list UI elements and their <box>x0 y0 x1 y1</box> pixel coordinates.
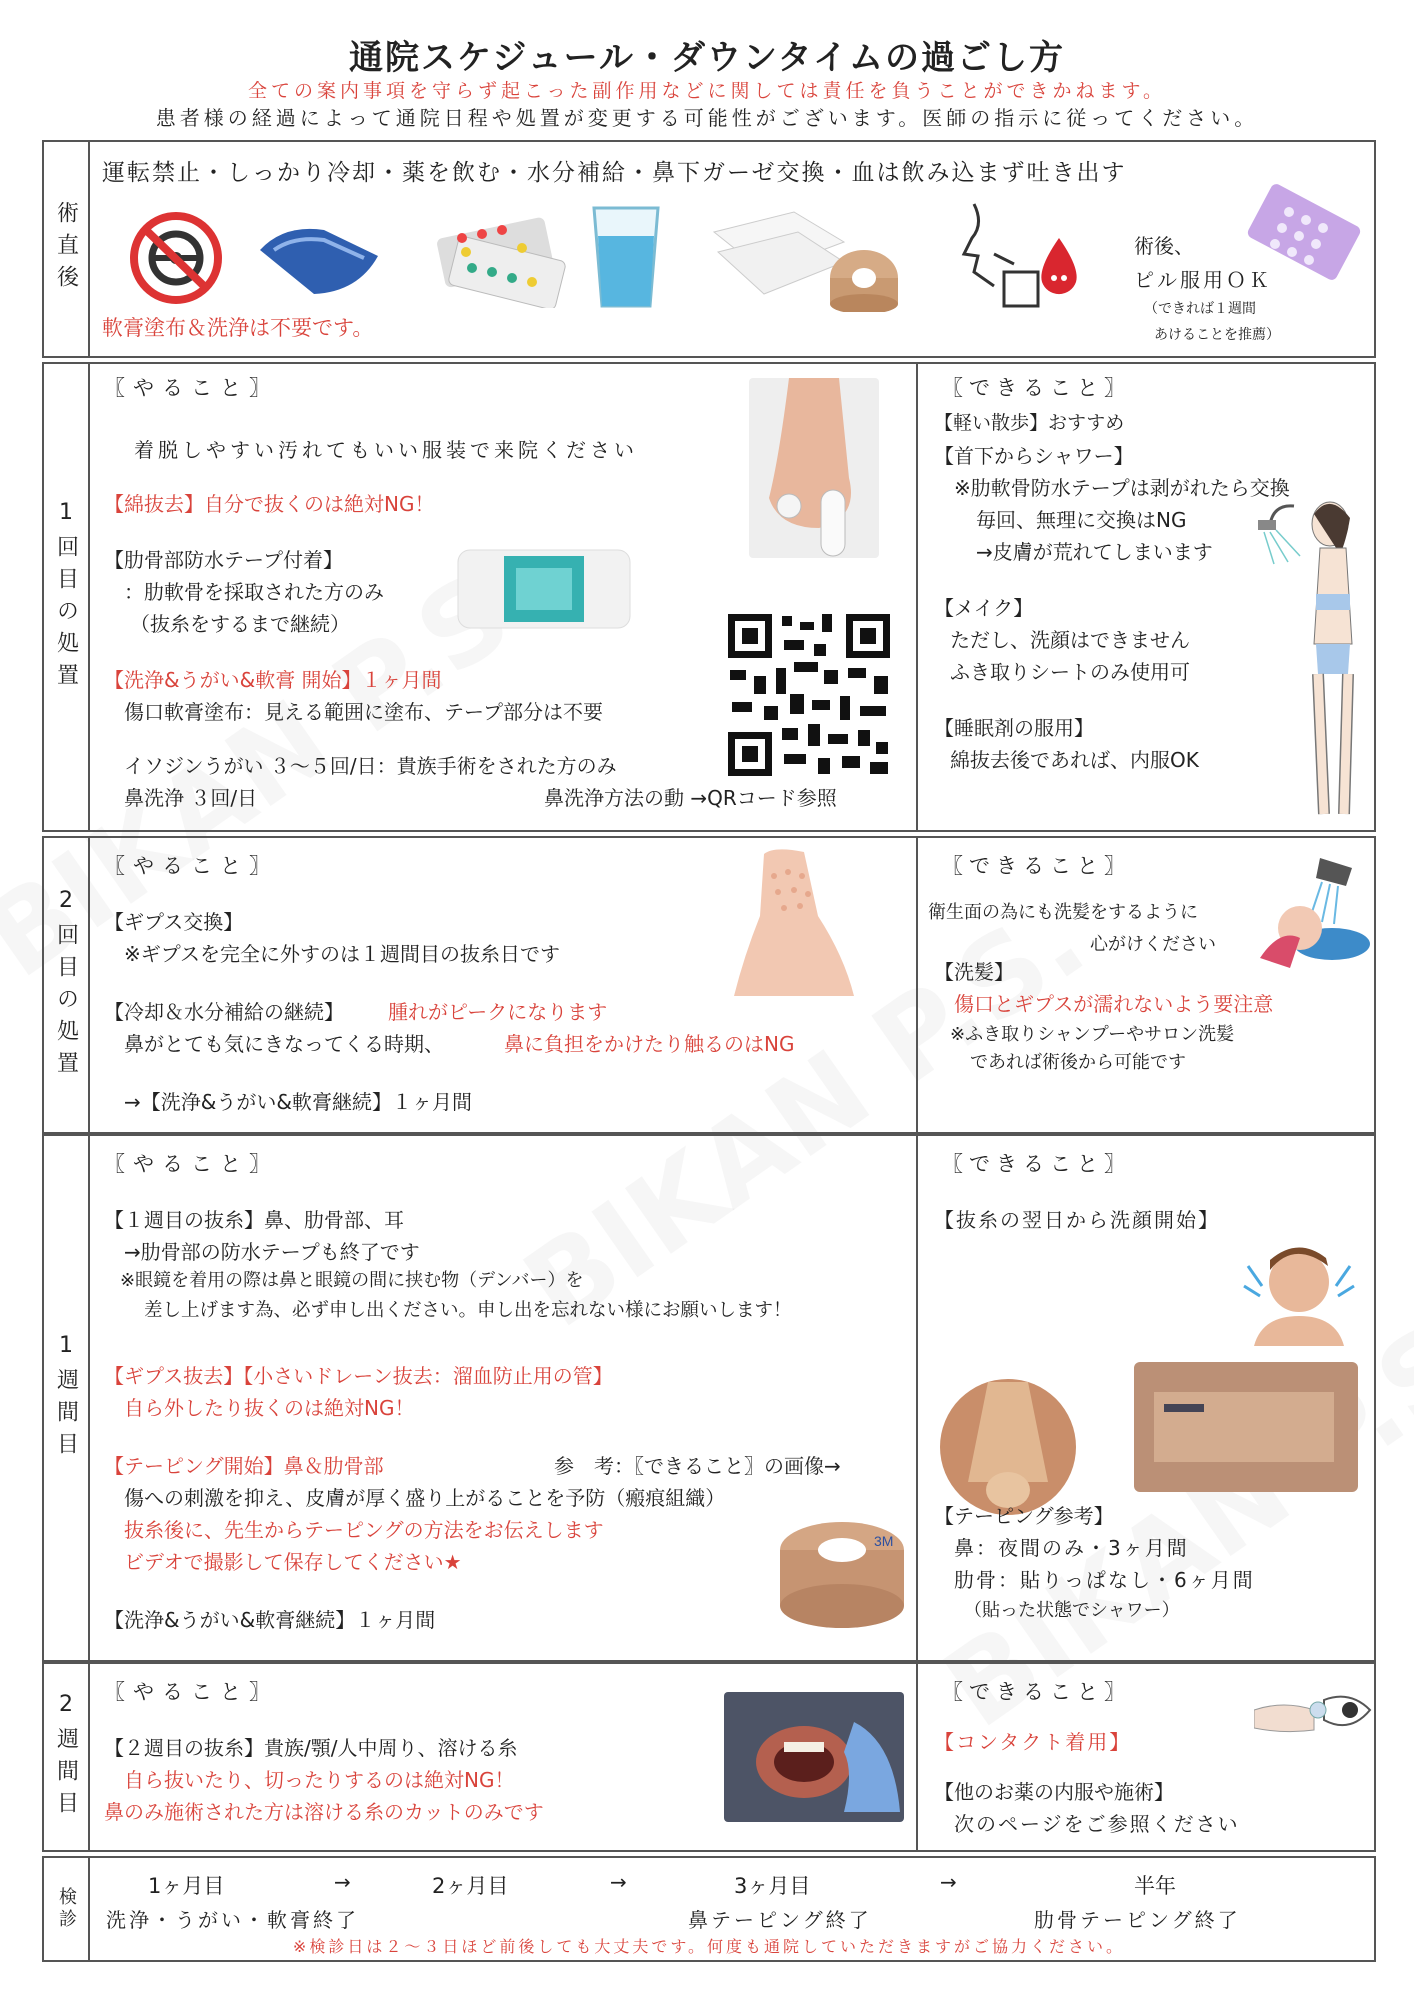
column-divider <box>916 1664 918 1850</box>
section-label: 術直後 <box>44 142 90 356</box>
contact-lens-icon <box>1254 1670 1374 1760</box>
section-label: 1週間目 <box>44 1136 90 1660</box>
checkup-month-2: 2ヶ月目 <box>432 1874 509 1898</box>
gauze-tape-icon <box>704 202 904 312</box>
todo-item: 傷口軟膏塗布：見える範囲に塗布、テープ部分は不要 <box>124 700 603 724</box>
column-divider <box>916 838 918 1132</box>
surgical-tape-image <box>774 1516 910 1636</box>
todo-item: 【綿抜去】自分で抜くのは絶対NG！ <box>104 492 435 516</box>
checkup-month-3: 3ヶ月目 <box>734 1874 811 1898</box>
todo-item: （抜糸をするまで継続） <box>130 612 350 636</box>
rib-taping-photo <box>1134 1362 1358 1492</box>
section-label: 2回目の処置 <box>44 838 90 1132</box>
todo-item: 着脱しやすい汚れてもいい服装で来院ください <box>134 438 638 462</box>
todo-reference: 参 考：〖できること〗の画像→ <box>554 1454 841 1478</box>
face-wash-image <box>1234 1236 1364 1346</box>
column-divider <box>916 1136 918 1660</box>
section-label: 2週間目 <box>44 1664 90 1850</box>
can-do-item: 心がけください <box>1090 934 1216 955</box>
post-op-rules: 運転禁止・しっかり冷却・薬を飲む・水分補給・鼻下ガーゼ交換・血は飲み込まず吐き出す <box>102 160 1127 186</box>
todo-heading: 〖やること〗 <box>104 1680 278 1704</box>
section-first-treatment <box>42 362 1376 832</box>
can-do-warning: 傷口とギプスが濡れないよう要注意 <box>954 992 1274 1016</box>
todo-item: 【肋骨部防水テープ付着】 <box>104 548 343 572</box>
no-driving-icon <box>128 210 224 306</box>
checkup-end-item: 鼻テーピング終了 <box>688 1908 872 1932</box>
todo-warning: 自ら抜いたり、切ったりするのは絶対NG！ <box>124 1768 515 1792</box>
todo-item: 【１週目の抜糸】鼻、肋骨部、耳 <box>104 1208 404 1232</box>
can-do-item: 【テーピング参考】 <box>934 1504 1114 1528</box>
can-do-item: ただし、洗顔はできません <box>950 628 1190 652</box>
can-do-item: 【睡眠剤の服用】 <box>934 716 1094 740</box>
can-do-item: 【抜糸の翌日から洗顔開始】 <box>934 1208 1220 1232</box>
can-do-item: 鼻：夜間のみ・3ヶ月間 <box>954 1536 1189 1560</box>
can-do-item: 次のページをご参照ください <box>954 1812 1240 1836</box>
can-do-heading: 〖できること〗 <box>942 1680 1131 1704</box>
section-week-two <box>42 1662 1376 1852</box>
qr-reference: 鼻洗浄方法の動 →QRコード参照 <box>544 786 837 810</box>
checkup-note: ※検診日は２～３日ほど前後しても大丈夫です。何度も通院していただきますがご協力ください。 <box>292 1937 1126 1956</box>
todo-warning: 【テーピング開始】鼻＆肋骨部 <box>104 1454 384 1478</box>
nose-cotton-image <box>749 378 879 558</box>
can-do-heading: 〖できること〗 <box>942 1152 1131 1176</box>
todo-item: →肋骨部の防水テープも終了です <box>124 1240 420 1264</box>
schedule-note: 患者様の経過によって通院日程や処置が変更する可能性がございます。医師の指示に従ってください。 <box>155 106 1259 130</box>
todo-item: ※眼鏡を着用の際は鼻と眼鏡の間に挟む物（デンバー）を <box>120 1270 584 1291</box>
waterproof-tape-image <box>454 544 634 634</box>
todo-item: 鼻がとても気にきなってくる時期、 <box>124 1032 444 1056</box>
todo-warning: ビデオで撮影して保存してください★ <box>124 1550 462 1574</box>
pill-note: あけることを推薦） <box>1154 327 1280 343</box>
disclaimer: 全ての案内事項を守らず起こった副作用などに関しては責任を負うことができかねます。 <box>247 80 1167 102</box>
can-do-item: →皮膚が荒れてしまいます <box>976 540 1213 564</box>
todo-heading: 〖やること〗 <box>104 376 278 400</box>
post-op-note: 軟膏塗布＆洗浄は不要です。 <box>102 316 374 340</box>
todo-warning: 自ら外したり抜くのは絶対NG！ <box>124 1396 415 1420</box>
section-post-op <box>42 140 1376 358</box>
can-do-item: 毎回、無理に交換はNG <box>976 508 1187 532</box>
todo-item: 【２週目の抜糸】貴族/顎/人中周り、溶ける糸 <box>104 1736 518 1760</box>
birth-control-pills-icon <box>1244 182 1364 292</box>
arrow-icon: → <box>940 1870 957 1894</box>
todo-warning: 腫れがピークになります <box>388 1000 608 1024</box>
todo-item: →【洗浄&うがい&軟膏継続】１ヶ月間 <box>124 1090 472 1114</box>
todo-item: ※ギプスを完全に外すのは１週間目の抜糸日です <box>124 942 560 966</box>
shower-woman-illustration <box>1254 494 1374 824</box>
can-do-item: 【他のお薬の内服や施術】 <box>934 1780 1174 1804</box>
arrow-icon: → <box>334 1870 351 1894</box>
todo-item: 傷への刺激を抑え、皮膚が厚く盛り上がることを予防（瘢痕組織） <box>124 1486 726 1510</box>
checkup-month-1: 1ヶ月目 <box>148 1874 225 1898</box>
todo-warning: 鼻に負担をかけたり触るのはNG <box>504 1032 795 1056</box>
column-divider <box>916 364 918 830</box>
pill-note: ピル服用ＯＫ <box>1134 268 1272 292</box>
checkup-end-item: 肋骨テーピング終了 <box>1034 1908 1241 1932</box>
todo-heading: 〖やること〗 <box>104 854 278 878</box>
section-label: 検診 <box>44 1858 90 1960</box>
can-do-item: 綿抜去後であれば、内服OK <box>950 748 1199 772</box>
nose-cast-image <box>714 846 874 1006</box>
todo-item: 【洗浄&うがい&軟膏 開始】１ヶ月間 <box>104 668 442 692</box>
suture-removal-photo <box>724 1692 904 1822</box>
todo-item: イソジンうがい ３～５回/日：貴族手術をされた方のみ <box>124 754 617 778</box>
todo-item: 【洗浄&うがい&軟膏継続】１ヶ月間 <box>104 1608 436 1632</box>
todo-item: ：肋軟骨を採取された方のみ <box>124 580 384 604</box>
todo-item: 【冷却＆水分補給の継続】 <box>104 1000 344 1024</box>
blood-drop-icon <box>1034 234 1084 304</box>
can-do-item: であれば術後から可能です <box>970 1052 1186 1073</box>
page-title: 通院スケジュール・ダウンタイムの過ごし方 <box>349 38 1065 78</box>
can-do-item: ※肋軟骨防水テープは剥がれたら交換 <box>954 476 1290 500</box>
todo-heading: 〖やること〗 <box>104 1152 278 1176</box>
tape-brand-label: 3M <box>874 1533 894 1549</box>
checkup-half-year: 半年 <box>1134 1874 1176 1898</box>
todo-warning: 鼻のみ施術された方は溶ける糸のカットのみです <box>104 1800 544 1824</box>
todo-item: 鼻洗浄 ３回/日 <box>124 786 258 810</box>
can-do-heading: 〖できること〗 <box>942 854 1131 878</box>
pill-note: （できれば１週間 <box>1144 301 1256 317</box>
todo-warning: 抜糸後に、先生からテーピングの方法をお伝えします <box>124 1518 604 1542</box>
can-do-item: ※ふき取りシャンプーやサロン洗髪 <box>950 1024 1235 1045</box>
can-do-item: ふき取りシートのみ使用可 <box>950 660 1190 684</box>
can-do-item: 【洗髪】 <box>934 960 1014 984</box>
can-do-item: （貼った状態でシャワー） <box>964 1600 1180 1621</box>
can-do-item: 【軽い散歩】おすすめ <box>934 412 1125 434</box>
section-week-one <box>42 1134 1376 1662</box>
can-do-item: 【メイク】 <box>934 596 1034 620</box>
todo-item: 【ギプス交換】 <box>104 910 244 934</box>
hair-wash-image <box>1240 848 1370 968</box>
can-do-item: 衛生面の為にも洗髪をするように <box>928 902 1198 923</box>
pill-note: 術後、 <box>1134 234 1194 258</box>
can-do-heading: 〖できること〗 <box>942 376 1131 400</box>
can-do-item: 【コンタクト着用】 <box>934 1730 1132 1754</box>
section-label: 1回目の処置 <box>44 364 90 830</box>
section-checkups <box>42 1856 1376 1962</box>
can-do-item: 肋骨：貼りっぱなし・6ヶ月間 <box>954 1568 1255 1592</box>
section-second-treatment <box>42 836 1376 1134</box>
todo-item: 差し上げます為、必ず申し出ください。申し出を忘れない様にお願いします！ <box>144 1300 792 1321</box>
checkup-end-item: 洗浄・うがい・軟膏終了 <box>106 1908 359 1932</box>
qr-code[interactable] <box>724 610 894 780</box>
ice-pack-icon <box>254 220 384 300</box>
can-do-item: 【首下からシャワー】 <box>934 444 1134 468</box>
medicine-pills-icon <box>432 208 572 308</box>
todo-warning: 【ギプス抜去】【小さいドレーン抜去：溜血防止用の管】 <box>104 1364 613 1388</box>
water-glass-icon <box>586 202 666 312</box>
arrow-icon: → <box>610 1870 627 1894</box>
